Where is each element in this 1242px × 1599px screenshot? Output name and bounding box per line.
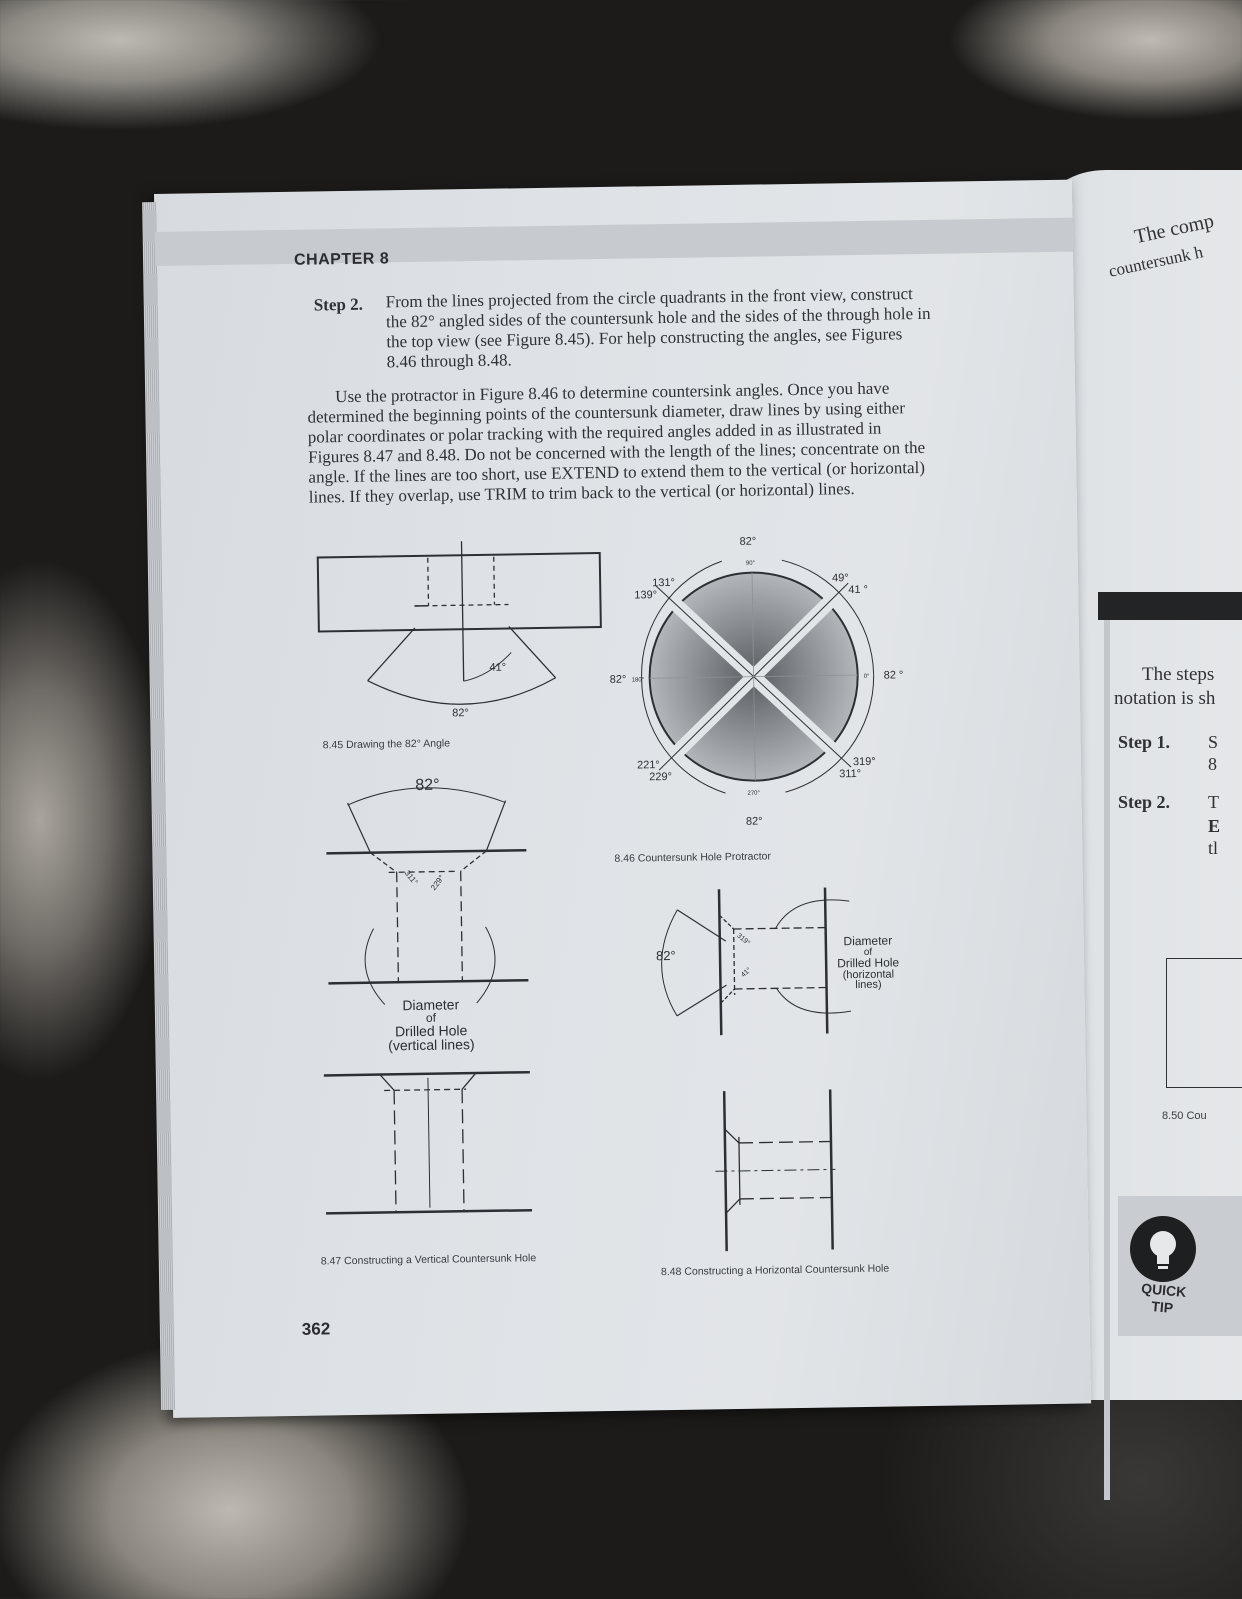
figure-8-47 xyxy=(319,765,587,1249)
book-page-left xyxy=(154,180,1091,1418)
protractor-131: 131° xyxy=(652,576,676,590)
fig847-deg-311: 311° xyxy=(402,868,420,887)
page-number: 362 xyxy=(301,1319,331,1339)
protractor-229: 229° xyxy=(649,770,673,784)
body-paragraph: Use the protractor in Figure 8.46 to determine countersink angles. Once you have determined the beginning points of the countersunk diameter, draw lines by using either polar coordinates or polar tracking with the required angles added in as illustrated in Figures 8.47 and 8.48. Do not be concerned with the length of the lines; concentrate on the angle. If the lines are too short, use EXTEND to extend them to the vertical (or horizontal) lines. If they overlap, use TRIM to trim back to the vertical (or horizontal) lines. xyxy=(307,378,926,507)
facing-step2-label: Step 2. xyxy=(1118,792,1171,812)
protractor-49: 49° xyxy=(832,572,849,585)
protractor-139: 139° xyxy=(634,589,658,602)
protractor-180: 180° xyxy=(631,677,645,684)
fig848-diameter-1: Diameter xyxy=(843,933,893,949)
fig847-diameter-4: (vertical lines) xyxy=(388,1036,475,1054)
facing-top-line-1: The comp xyxy=(1132,209,1216,249)
fig848-diameter-5: lines) xyxy=(855,978,882,992)
fig847-diameter-2: of xyxy=(425,1010,437,1025)
fig845-angle-82: 82° xyxy=(452,707,469,720)
protractor-90: 90° xyxy=(745,560,756,567)
fig848-deg-41: 41° xyxy=(740,966,753,979)
lightbulb-icon xyxy=(1130,1216,1196,1282)
fig848-angle-82: 82° xyxy=(655,947,676,964)
facing-step1-label: Step 1. xyxy=(1118,732,1171,752)
quick-tip-label: QUICK TIP xyxy=(1140,1280,1187,1316)
fig848-diameter-4: (horizontal xyxy=(842,968,895,982)
step-label: Step 2. xyxy=(313,294,364,315)
fig846-caption: 8.46 Countersunk Hole Protractor xyxy=(614,850,771,865)
facing-step2-text-a: T xyxy=(1208,792,1219,812)
protractor-82-bottom: 82° xyxy=(745,815,763,828)
step-text: From the lines projected from the circle quadrants in the front view, construct the 82° angled sides of the countersunk hole and the sides of the through hole in the top view (see Figure 8.45). For help constructing the angles, see Figures 8.46 through 8.48. xyxy=(385,284,931,372)
facing-figure-caption: 8.50 Cou xyxy=(1162,1110,1207,1122)
protractor-41: 41 ° xyxy=(848,583,869,597)
facing-steps-line-1: The steps xyxy=(1142,664,1215,685)
figure-8-45 xyxy=(318,539,621,734)
facing-black-bar xyxy=(1098,592,1242,620)
fig848-diameter-2: of xyxy=(863,946,873,958)
fig845-caption: 8.45 Drawing the 82° Angle xyxy=(322,737,451,752)
protractor-0: 0° xyxy=(863,673,870,680)
facing-step1-text-b: 8 xyxy=(1208,754,1217,774)
fig847-diameter-1: Diameter xyxy=(402,996,460,1014)
protractor-319: 319° xyxy=(852,755,876,769)
header-band xyxy=(155,218,1073,266)
protractor-82-top: 82° xyxy=(739,535,757,548)
fig845-angle-41: 41° xyxy=(489,661,507,674)
protractor-82-left: 82° xyxy=(609,673,627,686)
fig847-diameter-3: Drilled Hole xyxy=(394,1022,468,1040)
protractor-82-right: 82 ° xyxy=(883,669,904,682)
facing-step2-text-b: E xyxy=(1208,816,1221,836)
protractor-221: 221° xyxy=(636,759,660,772)
facing-steps-line-2: notation is sh xyxy=(1114,688,1216,709)
facing-figure-box xyxy=(1166,958,1242,1088)
figure-8-46-protractor xyxy=(599,528,924,853)
protractor-270: 270° xyxy=(747,790,760,797)
page-stack-edge xyxy=(142,202,175,1410)
facing-top-line-2: countersunk h xyxy=(1106,242,1205,281)
fig848-caption: 8.48 Constructing a Horizontal Countersunk Hole xyxy=(660,1262,890,1279)
chapter-heading: CHAPTER 8 xyxy=(293,250,390,269)
figure-8-48 xyxy=(635,872,941,1277)
fig847-caption: 8.47 Constructing a Vertical Countersunk Hole xyxy=(320,1252,537,1268)
facing-step1-text-a: S xyxy=(1208,732,1219,752)
protractor-311: 311° xyxy=(839,767,862,781)
fig847-angle-82: 82° xyxy=(415,776,440,794)
facing-step2-text-c: tl xyxy=(1208,838,1219,858)
fig848-diameter-3: Drilled Hole xyxy=(837,955,900,971)
fig848-deg-319: 319° xyxy=(735,932,752,948)
fig847-deg-229: 229° xyxy=(428,873,447,893)
